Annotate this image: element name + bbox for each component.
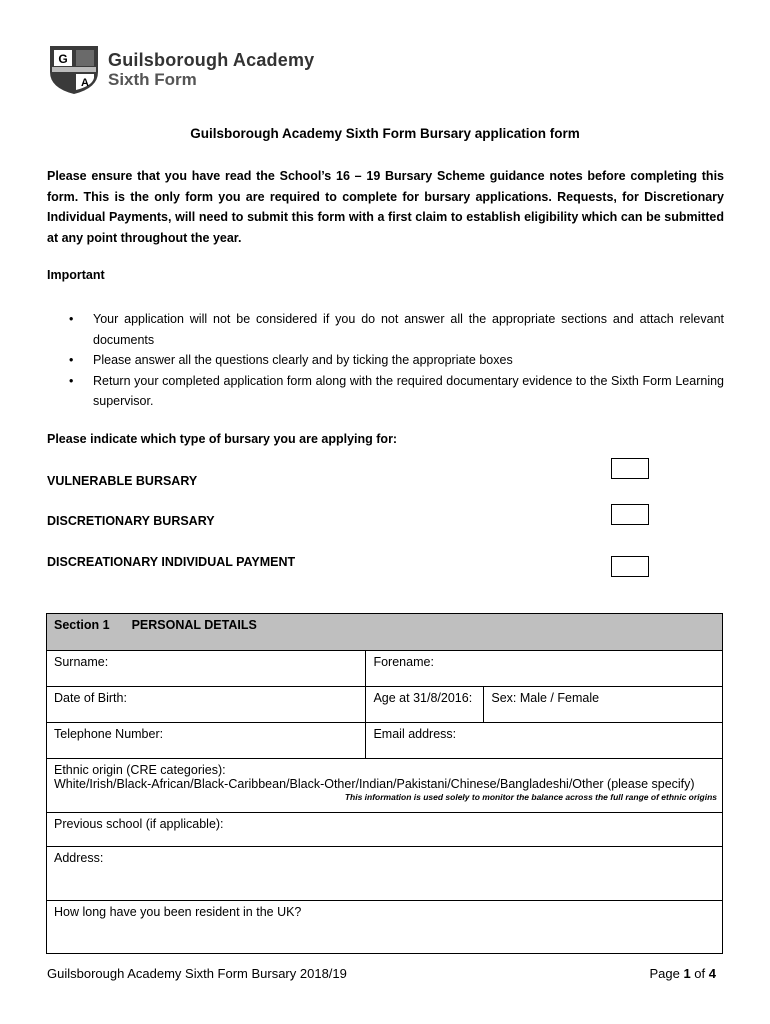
option-individual-payment-label: DISCREATIONARY INDIVIDUAL PAYMENT bbox=[47, 555, 296, 569]
instructions-list bbox=[47, 309, 724, 412]
age-field[interactable]: Age at 31/8/2016: bbox=[366, 687, 484, 723]
option-vulnerable-label: VULNERABLE BURSARY bbox=[47, 474, 198, 488]
intro-paragraph: Please ensure that you have read the School’s 16 – 19 Bursary Scheme guidance notes before completing this form. This is the only form you are required to complete for bursary applications. Requests, for Discretionary Individual Payments, will need to submit this form with a first claim to establish eligibility which can be submitted at any point throughout the year. bbox=[47, 169, 724, 245]
personal-details-table bbox=[46, 613, 723, 954]
footer-title: Guilsborough Academy Sixth Form Bursary 2018/19 bbox=[47, 966, 347, 981]
page-number: Page 1 of 4 bbox=[649, 966, 716, 981]
academy-logo bbox=[46, 42, 314, 96]
logo-name: Guilsborough Academy bbox=[108, 49, 315, 70]
individual-payment-checkbox[interactable] bbox=[611, 556, 649, 577]
surname-field[interactable]: Surname: bbox=[47, 651, 366, 687]
svg-text:A: A bbox=[81, 77, 89, 89]
email-field[interactable]: Email address: bbox=[366, 723, 723, 759]
ethnic-note: This information is used solely to monitor the balance across the full range of ethnic origins bbox=[344, 792, 717, 802]
list-item: • Please answer all the questions clearly and by ticking the appropriate boxes bbox=[47, 350, 724, 371]
svg-text:G: G bbox=[58, 52, 68, 66]
residency-field[interactable]: How long have you been resident in the UK? bbox=[47, 901, 723, 954]
important-heading: Important bbox=[47, 268, 105, 282]
previous-school-field[interactable]: Previous school (if applicable): bbox=[47, 813, 723, 847]
page-title: Guilsborough Academy Sixth Form Bursary application form bbox=[190, 126, 580, 141]
sex-field[interactable]: Sex: Male / Female bbox=[484, 687, 723, 723]
section-header: Section 1 PERSONAL DETAILS bbox=[47, 614, 723, 651]
dob-field[interactable]: Date of Birth: bbox=[47, 687, 366, 723]
logo-subname: Sixth Form bbox=[108, 69, 197, 89]
forename-field[interactable]: Forename: bbox=[366, 651, 723, 687]
school-crest-icon bbox=[46, 42, 102, 96]
option-discretionary-label: DISCRETIONARY BURSARY bbox=[47, 514, 215, 528]
list-item: • Your application will not be considered if you do not answer all the appropriate sections and attach relevant documents bbox=[47, 309, 724, 350]
address-field[interactable]: Address: bbox=[47, 847, 723, 901]
discretionary-checkbox[interactable] bbox=[611, 504, 649, 525]
telephone-field[interactable]: Telephone Number: bbox=[47, 723, 366, 759]
bursary-question: Please indicate which type of bursary you are applying for: bbox=[47, 432, 398, 446]
list-item: • Return your completed application form along with the required documentary evidence to the Sixth Form Learning supervisor. bbox=[47, 371, 724, 412]
vulnerable-checkbox[interactable] bbox=[611, 458, 649, 479]
ethnic-origin-field[interactable]: Ethnic origin (CRE categories): White/Irish/Black-African/Black-Caribbean/Black-Other/Indian/Pakistani/Chinese/Bangladeshi/Other (please specify) This information is used solely to monitor the balance across the full range of ethnic origins bbox=[47, 759, 723, 813]
